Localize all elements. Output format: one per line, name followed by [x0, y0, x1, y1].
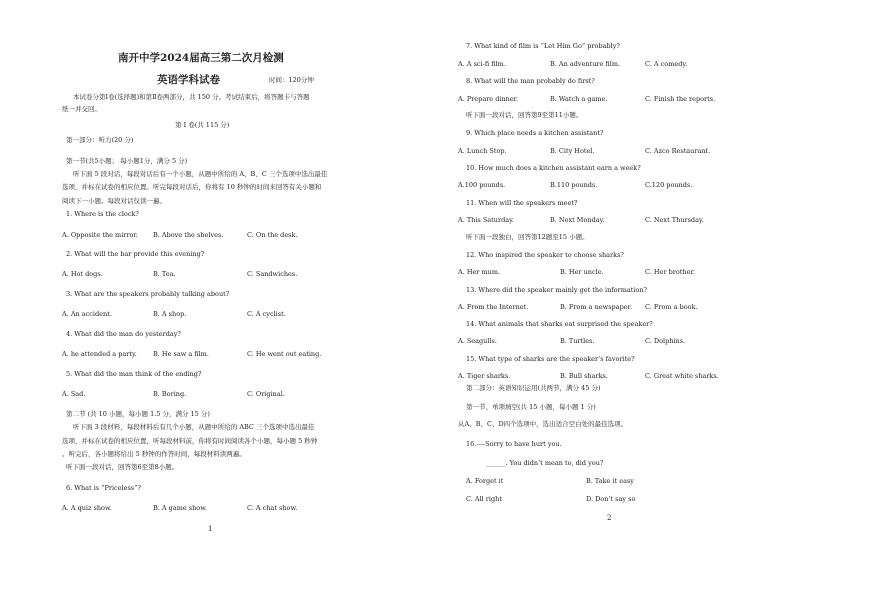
page-number: 2 — [607, 514, 612, 522]
option-c: C. All right — [466, 495, 502, 503]
question-stem: 14. What animals that sharks eat surprised the speaker? — [466, 320, 653, 328]
option-b: B. He saw a film. — [153, 350, 209, 358]
option-a: A.100 pounds. — [458, 181, 506, 189]
question-stem: 10. How much does a kitchen assistant earn a week? — [466, 164, 641, 172]
question-stem: 15. What type of sharks are the speaker’s favorite? — [466, 355, 635, 363]
question-stem: 7. What kind of film is “Let Him Go” probably? — [466, 42, 620, 50]
question-stem: 11. When will the speakers meet? — [466, 199, 578, 207]
option-c: C. From a book. — [645, 303, 698, 311]
option-b: B. City Hotel. — [550, 147, 595, 155]
option-c: C. On the desk. — [247, 231, 298, 239]
option-c: C. He went out eating. — [247, 350, 322, 358]
option-b: B. An adventure film. — [550, 60, 621, 68]
section1-instr-2: 选项，并标在试卷的相应位置。听完每段对话后，你将有 10 秒钟的时间来回答有关小题和 — [62, 183, 322, 191]
option-b: B. Next Monday. — [550, 216, 605, 224]
question-stem: 4. What did the man do yesterday? — [66, 330, 181, 338]
option-a: A. Hot dogs. — [62, 270, 103, 278]
section1-heading: 第一节(共5小题； 每小题1分，满分 5 分) — [66, 157, 188, 165]
option-c: C. Finish the reports. — [645, 95, 716, 103]
part2-heading: 第二部分：英语知识运用(共两节，满分 45 分) — [466, 384, 601, 392]
option-b: B. Boring. — [153, 390, 187, 398]
option-a: A. Tiger sharks. — [458, 372, 511, 380]
option-b: B. Watch a game. — [550, 95, 608, 103]
volume-heading: 第 Ⅰ 卷(共 115 分) — [175, 121, 230, 129]
question-blank-line: ______. You didn’t mean to, did you? — [486, 459, 604, 467]
option-c: C. Next Thursday. — [645, 216, 704, 224]
listening-prompt: 听下面一段独白，回答第12题至15 小题。 — [466, 233, 589, 241]
part1-heading: 第一部分：听力(20 分) — [66, 136, 134, 144]
section2-heading: 第二节 (共 10 小题，每小题 1.5 分，满分 15 分) — [66, 410, 210, 418]
option-b: B. Above the shelves. — [153, 231, 224, 239]
question-stem: 13. Where did the speaker mainly get the information? — [466, 286, 648, 294]
question-stem: 8. What will the man probably do first? — [466, 77, 595, 85]
option-b: B. Her uncle. — [560, 268, 604, 276]
option-c: C. Great white sharks. — [645, 372, 719, 380]
option-a: A. Sad. — [62, 390, 86, 398]
option-a: A. A quiz show. — [62, 504, 112, 512]
option-c: C.120 pounds. — [645, 181, 693, 189]
option-a: A. Opposite the mirror. — [62, 231, 138, 239]
question-stem: 2. What will the bar provide this evening? — [66, 250, 205, 258]
option-a: A. An accident. — [62, 310, 112, 318]
option-a: A. Seagulls. — [458, 337, 497, 345]
school-title: 南开中学2024届高三第二次月检测 — [118, 52, 284, 64]
question-stem: 5. What did the man think of the ending? — [66, 370, 202, 378]
option-b: B. A game show. — [153, 504, 208, 512]
question-stem: 16.----Sorry to have hurt you. — [466, 440, 562, 448]
option-d: D. Don’t say so — [586, 495, 636, 503]
option-a: A. This Saturday. — [458, 216, 514, 224]
question-stem: 3. What are the speakers probably talking about? — [66, 290, 230, 298]
question-stem: 9. Which place needs a kitchen assistant? — [466, 129, 604, 137]
question-stem: 12. Who inspired the speaker to choose sharks? — [466, 251, 624, 259]
question-stem: 1. Where is the clock? — [66, 210, 139, 218]
subject-title: 英语学科试卷 — [157, 74, 220, 86]
option-c: C. A cyclist. — [247, 310, 286, 318]
option-a: A. Prepare dinner. — [458, 95, 519, 103]
option-a: A. he attended a party. — [62, 350, 137, 358]
option-a: A. Her mum. — [458, 268, 501, 276]
question-stem: 6. What is “Priceless”? — [66, 484, 141, 492]
part2-instructions: 从A、B、C、D四个选项中，选出适合空白处的最佳选项。 — [458, 420, 628, 428]
option-c: C. A comedy. — [645, 60, 688, 68]
time-label: 时间：120分钟 — [269, 76, 314, 84]
option-c: C. Dolphins. — [645, 337, 686, 345]
option-b: B. From a newspaper. — [560, 303, 633, 311]
part2-section1-heading: 第一节、单项填空(共 15 小题，每小题 1 分) — [466, 403, 596, 411]
option-b: B. A shop. — [153, 310, 187, 318]
option-c: C. A chat show. — [247, 504, 298, 512]
option-c: C. Her brother. — [645, 268, 695, 276]
intro-line-1: 本试卷分第Ⅰ卷(选择题)和第Ⅱ卷两部分，共 150 分。考试结束后，将答题卡与答题 — [73, 93, 310, 101]
option-b: B.110 pounds. — [550, 181, 598, 189]
intro-line-2: 纸一并交回。 — [62, 105, 101, 113]
section1-instr-1: 听下面 5 段对话，每段对话后有一个小题，从题中所给的 A、B、C 三个选项中选出最佳 — [73, 170, 328, 178]
option-b: B. Bull sharks. — [560, 372, 608, 380]
section1-instr-3: 阅读下一小题。每段对话仅读一遍。 — [62, 197, 166, 205]
option-a: A. From the Internet. — [458, 303, 529, 311]
page-number: 1 — [208, 525, 213, 533]
section2-instr-3: 。听完后，各小题将给出 5 秒钟的作答时间，每段材料读两遍。 — [62, 450, 246, 458]
listening-prompt: 听下面一段对话，回答第9至第11小题。 — [466, 111, 583, 119]
option-c: C. Sandwiches. — [247, 270, 298, 278]
option-a: A. Lunch Stop. — [458, 147, 507, 155]
section2-instr-2: 选项，并标在试卷的相应位置，听每段材料前，你将有时间阅读各个小题，每小题 5 秒钟 — [62, 437, 318, 445]
option-c: C. Original. — [247, 390, 285, 398]
option-b: B. Take it easy — [586, 477, 634, 485]
option-c: C. Azco Restaurant. — [645, 147, 711, 155]
option-a: A. A sci-fi film. — [458, 60, 506, 68]
option-b: B. Turtles. — [560, 337, 595, 345]
section2-instr-1: 听下面 3 段材料，每段材料后有几个小题，从题中所给的 ABC 三个选项中选出最佳 — [73, 423, 315, 431]
option-a: A. Forget it — [466, 477, 504, 485]
option-b: B. Tea. — [153, 270, 176, 278]
listening-prompt: 听下面一段对话，回答第6至第8小题。 — [66, 463, 179, 471]
